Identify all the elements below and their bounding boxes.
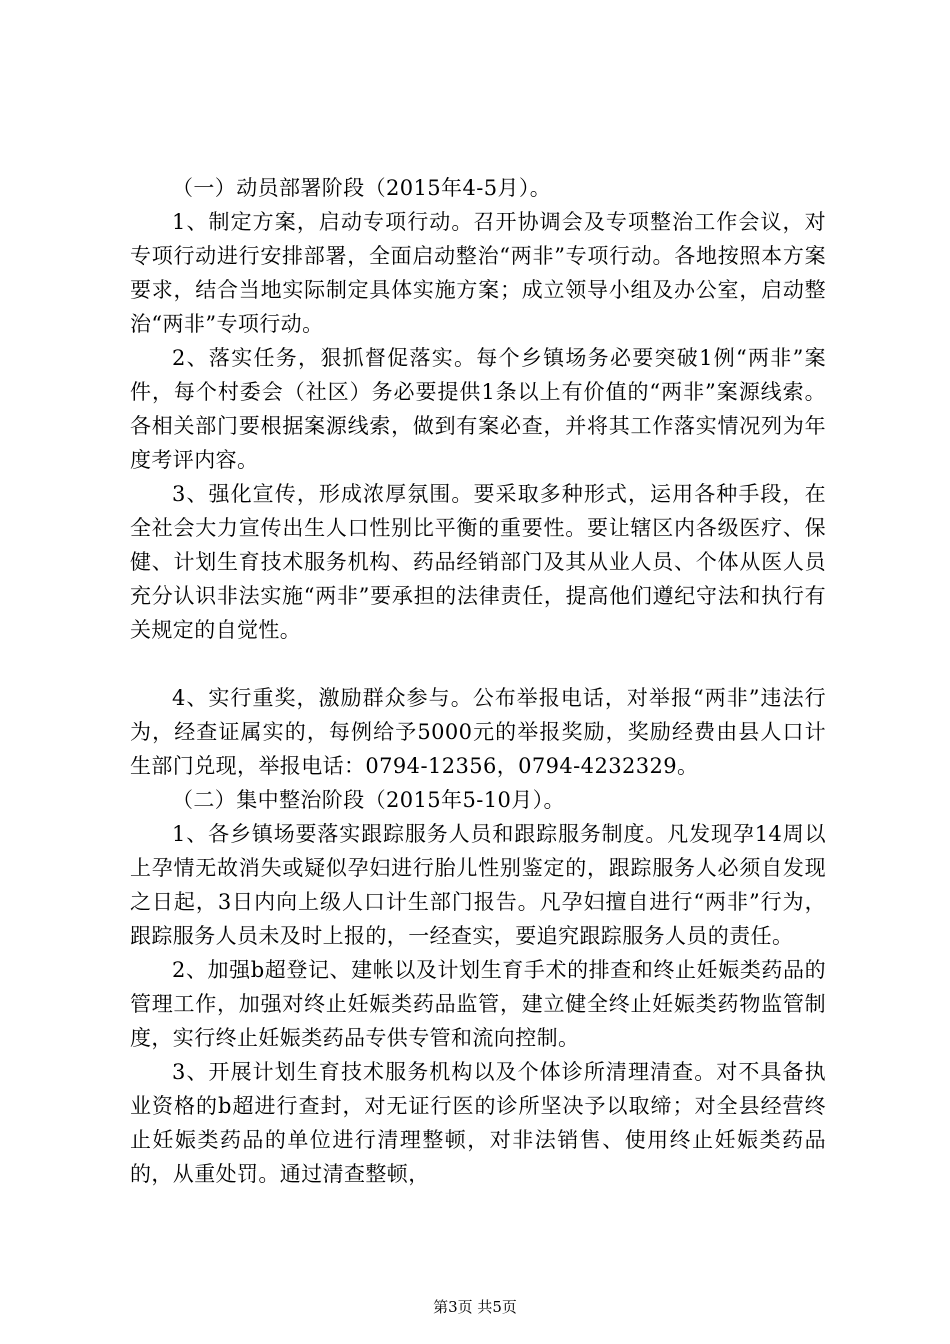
paragraph-item-5: 1、各乡镇场要落实跟踪服务人员和跟踪服务制度。凡发现孕14周以上孕情无故消失或疑似孕妇进行胎儿性别鉴定的，跟踪服务人必须自发现之日起，3日内向上级人口计生部门报告。凡孕妇擅自进行“两非”行为，跟踪服务人员未及时上报的，一经查实，要追究跟踪服务人员的责任。	[130, 822, 826, 948]
paragraph-item-3: 3、强化宣传，形成浓厚氛围。要采取多种形式，运用各种手段，在全社会大力宣传出生人口性别比平衡的重要性。要让辖区内各级医疗、保健、计划生育技术服务机构、药品经销部门及其从业人员、个体从医人员充分认识非法实施“两非”要承担的法律责任，提高他们遵纪守法和执行有关规定的自觉性。	[130, 482, 826, 642]
paragraph-item-4: 4、实行重奖，激励群众参与。公布举报电话，对举报“两非”违法行为，经查证属实的，每例给予5000元的举报奖励，奖励经费由县人口计生部门兑现，举报电话：0794-12356，0794-4232329。	[130, 686, 826, 778]
paragraph-item-1: 1、制定方案，启动专项行动。召开协调会及专项整治工作会议，对专项行动进行安排部署，全面启动整治“两非”专项行动。各地按照本方案要求，结合当地实际制定具体实施方案；成立领导小组及办公室，启动整治“两非”专项行动。	[130, 210, 826, 336]
paragraph-item-6: 2、加强b超登记、建帐以及计划生育手术的排查和终止妊娠类药品的管理工作，加强对终止妊娠类药品监管，建立健全终止妊娠类药物监管制度，实行终止妊娠类药品专供专管和流向控制。	[130, 958, 826, 1050]
section-heading-rectification: （二）集中整治阶段（2015年5-10月）。	[172, 788, 565, 812]
paragraph-item-7: 3、开展计划生育技术服务机构以及个体诊所清理清查。对不具备执业资格的b超进行查封，对无证行医的诊所坚决予以取缔；对全县经营终止妊娠类药品的单位进行清理整顿，对非法销售、使用终止妊娠类药品的，从重处罚。通过清查整顿，	[130, 1060, 826, 1186]
document-body	[130, 171, 826, 1191]
page-footer: 第3页 共5页	[433, 1298, 517, 1316]
section-heading-mobilization: （一）动员部署阶段（2015年4-5月）。	[172, 176, 552, 200]
paragraph-item-2: 2、落实任务，狠抓督促落实。每个乡镇场务必要突破1例“两非”案件，每个村委会（社区）务必要提供1条以上有价值的“两非”案源线索。各相关部门要根据案源线索，做到有案必查，并将其工作落实情况列为年度考评内容。	[130, 346, 826, 472]
paragraph-spacer	[130, 647, 826, 681]
